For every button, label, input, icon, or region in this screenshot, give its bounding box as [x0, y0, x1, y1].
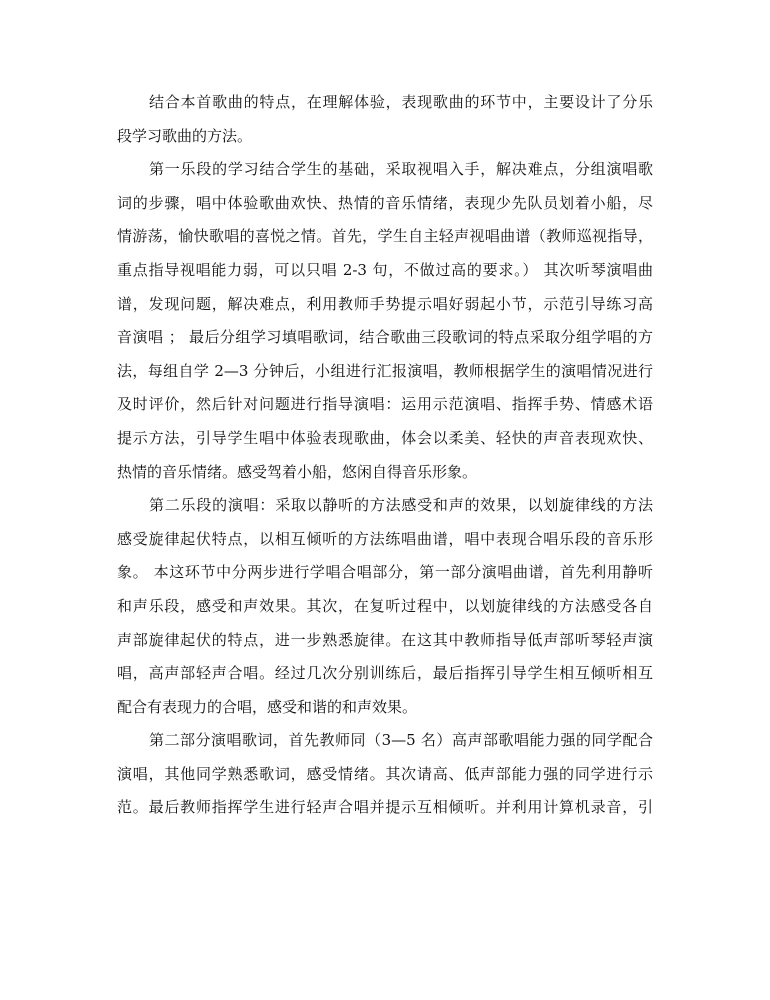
text-line: 第一乐段的学习结合学生的基础，采取视唱入手，解决难点，分组演唱歌	[149, 160, 653, 179]
text-line: 词的步骤，唱中体验歌曲欢快、热情的音乐情绪，表现少先队员划着小船，尽	[117, 193, 653, 212]
document-body	[117, 86, 653, 825]
text-line: 配合有表现力的合唱，感受和谐的和声效果。	[117, 697, 418, 716]
text-line: 第二部分演唱歌词，首先教师同（3—5 名）高声部歌唱能力强的同学配合	[149, 731, 653, 750]
text-line: 和声乐段，感受和声效果。其次，在复听过程中，以划旋律线的方法感受各自	[117, 596, 653, 615]
text-line: 情游荡，愉快歌唱的喜悦之情。首先，学生自主轻声视唱曲谱（教师巡视指导，	[117, 227, 653, 246]
text-line: 声部旋律起伏的特点，进一步熟悉旋律。在这其中教师指导低声部听琴轻声演	[117, 630, 653, 649]
paragraph-2	[117, 153, 653, 489]
paragraph-1	[117, 86, 653, 153]
text-line: 热情的音乐情绪。感受驾着小船，悠闲自得音乐形象。	[117, 462, 478, 481]
text-line: 第二乐段的演唱：采取以静听的方法感受和声的效果，以划旋律线的方法	[149, 496, 653, 515]
text-line: 重点指导视唱能力弱，可以只唱 2-3 句，不做过高的要求。） 其次听琴演唱曲	[117, 260, 653, 279]
text-line: 结合本首歌曲的特点，在理解体验，表现歌曲的环节中，主要设计了分乐	[149, 93, 653, 111]
text-line: 音演唱 ； 最后分组学习填唱歌词，结合歌曲三段歌词的特点采取分组学唱的方	[117, 328, 653, 347]
paragraph-4	[117, 724, 653, 825]
text-line: 感受旋律起伏特点，以相互倾听的方法练唱曲谱，唱中表现合唱乐段的音乐形	[117, 529, 653, 548]
text-line: 提示方法，引导学生唱中体验表现歌曲，体会以柔美、轻快的声音表现欢快、	[117, 428, 653, 447]
text-line: 及时评价，然后针对问题进行指导演唱：运用示范演唱、指挥手势、情感术语	[117, 395, 653, 414]
text-line: 范。最后教师指挥学生进行轻声合唱并提示互相倾听。并利用计算机录音，引	[117, 798, 653, 817]
paragraph-3	[117, 489, 653, 724]
text-line: 唱，高声部轻声合唱。经过几次分别训练后，最后指挥引导学生相互倾听相互	[117, 664, 653, 683]
text-line: 法，每组自学 2—3 分钟后，小组进行汇报演唱，教师根据学生的演唱情况进行	[117, 361, 653, 380]
text-line: 象。 本这环节中分两步进行学唱合唱部分，第一部分演唱曲谱，首先利用静听	[117, 563, 653, 582]
text-line: 演唱，其他同学熟悉歌词，感受情绪。其次请高、低声部能力强的同学进行示	[117, 764, 653, 783]
text-line: 段学习歌曲的方法。	[117, 126, 253, 145]
text-line: 谱，发现问题，解决难点，利用教师手势提示唱好弱起小节，示范引导练习高	[117, 294, 653, 313]
